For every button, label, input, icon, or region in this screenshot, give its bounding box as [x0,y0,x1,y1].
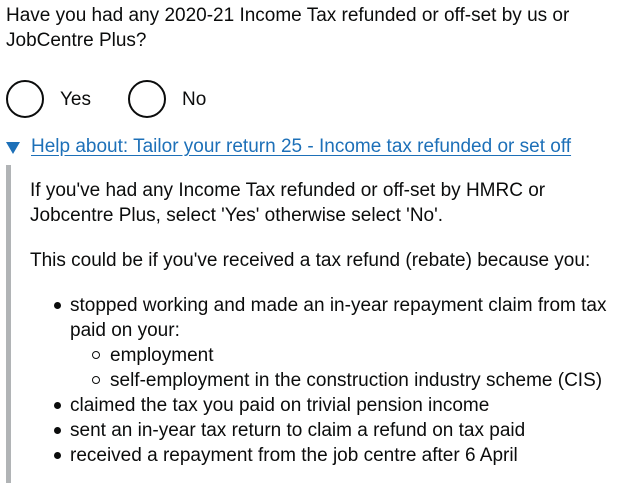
list-item-text: stopped working and made an in-year repayment claim from tax paid on your: [70,295,607,341]
radio-yes[interactable] [6,80,91,118]
list-item [30,393,625,418]
triangle-down-icon[interactable] [6,142,20,154]
help-paragraph-2: This could be if you've received a tax refund (rebate) because you: [30,250,591,271]
help-paragraph-1: If you've had any Income Tax refunded or off-set by HMRC or Jobcentre Plus, select 'Yes' otherwise select 'No'. [30,180,546,226]
sub-list-item-text: employment [110,345,214,366]
radio-no[interactable] [128,80,206,118]
sub-list [70,343,625,393]
list-item-text: received a repayment from the job centre after 6 April [70,445,518,466]
sub-list-item [70,343,625,368]
list-item [30,418,625,443]
sub-list-item [70,368,625,393]
radio-yes-circle[interactable] [6,80,44,118]
list-item [30,443,625,468]
radio-no-circle[interactable] [128,80,166,118]
help-summary-link[interactable]: Help about: Tailor your return 25 - Income tax refunded or set off [31,136,572,157]
radio-yes-label[interactable]: Yes [60,88,91,110]
help-details-content [6,165,634,483]
help-details-summary[interactable] [6,134,571,159]
radio-no-label[interactable]: No [182,88,207,110]
list-item-text: claimed the tax you paid on trivial pension income [70,395,490,416]
question-text: Have you had any 2020-21 Income Tax refunded or off-set by us or JobCentre Plus? [6,5,570,51]
sub-list-item-text: self-employment in the construction industry scheme (CIS) [110,370,603,391]
radio-group [6,79,243,119]
refund-reasons-list [30,293,625,468]
list-item-text: sent an in-year tax return to claim a refund on tax paid [70,420,526,441]
list-item [30,293,625,393]
